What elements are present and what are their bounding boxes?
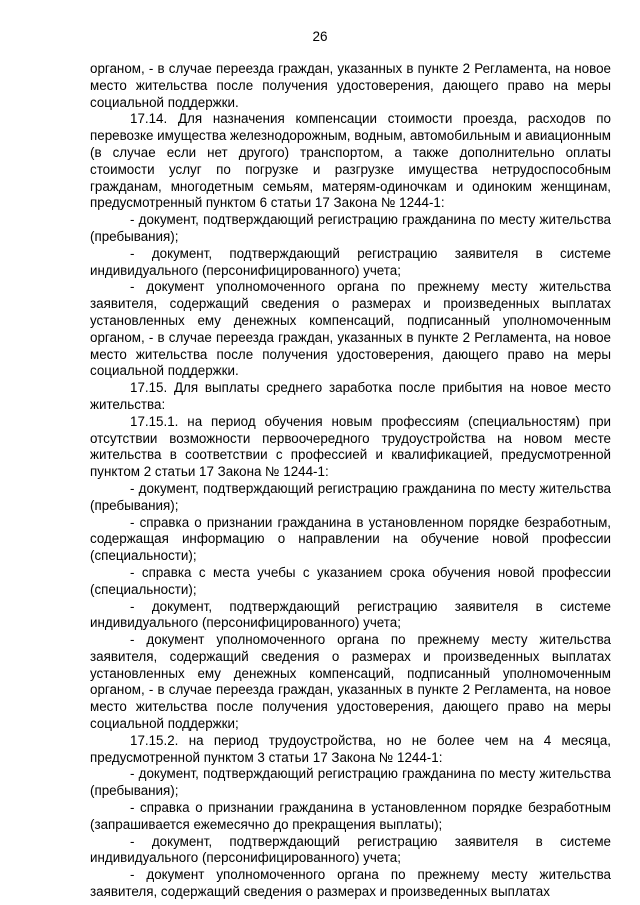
paragraph: 17.15.1. на период обучения новым профессиям (специальностям) при отсутствии возможности первоочередного трудоустройства на новом месте жительства в соответствии с профессией и квалификацией, предусмотренной пунктом 2 статьи 17 Закона № 1244-1: <box>90 413 611 480</box>
paragraph: 17.15.2. на период трудоустройства, но не более чем на 4 месяца, предусмотренной пунктом 3 статьи 17 Закона № 1244-1: <box>90 732 611 765</box>
list-item: - справка о признании гражданина в установленном порядке безработным, содержащая информацию о направлении на обучение новой профессии (специальности); <box>90 514 611 564</box>
list-item: - документ, подтверждающий регистрацию заявителя в системе индивидуального (персонифицированного) учета; <box>90 598 611 631</box>
list-item: - документ уполномоченного органа по прежнему месту жительства заявителя, содержащий сведения о размерах и произведенных выплатах <box>90 867 611 900</box>
list-item: - документ, подтверждающий регистрацию заявителя в системе индивидуального (персонифицированного) учета; <box>90 833 611 866</box>
paragraph: 17.14. Для назначения компенсации стоимости проезда, расходов по перевозке имущества железнодорожным, водным, автомобильным и авиационным (в случае если нет другого) транспортом, а также дополнительно оплаты стоимости услуг по погрузке и разгрузке имущества нетрудоспособным гражданам, многодетным семьям, матерям-одиночкам и одиноким женщинам, предусмотренный пунктом 6 статьи 17 Закона № 1244-1: <box>90 111 611 211</box>
list-item: - справка с места учебы с указанием срока обучения новой профессии (специальности); <box>90 564 611 597</box>
paragraph: органом, - в случае переезда граждан, указанных в пункте 2 Регламента, на новое место жительства после получения удостоверения, дающего право на меры социальной поддержки. <box>90 61 611 110</box>
list-item: - документ уполномоченного органа по прежнему месту жительства заявителя, содержащий сведения о размерах и произведенных выплатах установленных ему денежных компенсаций, подписанный уполномоченным органом, - в случае переезда граждан, указанных в пункте 2 Регламента, на новое место жительства после получения удостоверения, дающего право на меры социальной поддержки; <box>90 632 611 732</box>
list-item: - документ уполномоченного органа по прежнему месту жительства заявителя, содержащий сведения о размерах и произведенных выплатах установленных ему денежных компенсаций, подписанный уполномоченным органом, - в случае переезда граждан, указанных в пункте 2 Регламента, на новое место жительства после получения удостоверения, дающего право на меры социальной поддержки. <box>90 279 611 379</box>
list-item: - документ, подтверждающий регистрацию гражданина по месту жительства (пребывания); <box>90 480 611 513</box>
list-item: - документ, подтверждающий регистрацию гражданина по месту жительства (пребывания); <box>90 766 611 799</box>
paragraph: 17.15. Для выплаты среднего заработка после прибытия на новое место жительства: <box>90 380 611 412</box>
list-item: - справка о признании гражданина в установленном порядке безработным (запрашивается ежемесячно до прекращения выплаты); <box>90 800 611 832</box>
list-item: - документ, подтверждающий регистрацию гражданина по месту жительства (пребывания); <box>90 212 611 244</box>
list-item: - документ, подтверждающий регистрацию заявителя в системе индивидуального (персонифицированного) учета; <box>90 245 611 278</box>
document-body <box>90 61 611 901</box>
page-number: 26 <box>312 29 328 44</box>
